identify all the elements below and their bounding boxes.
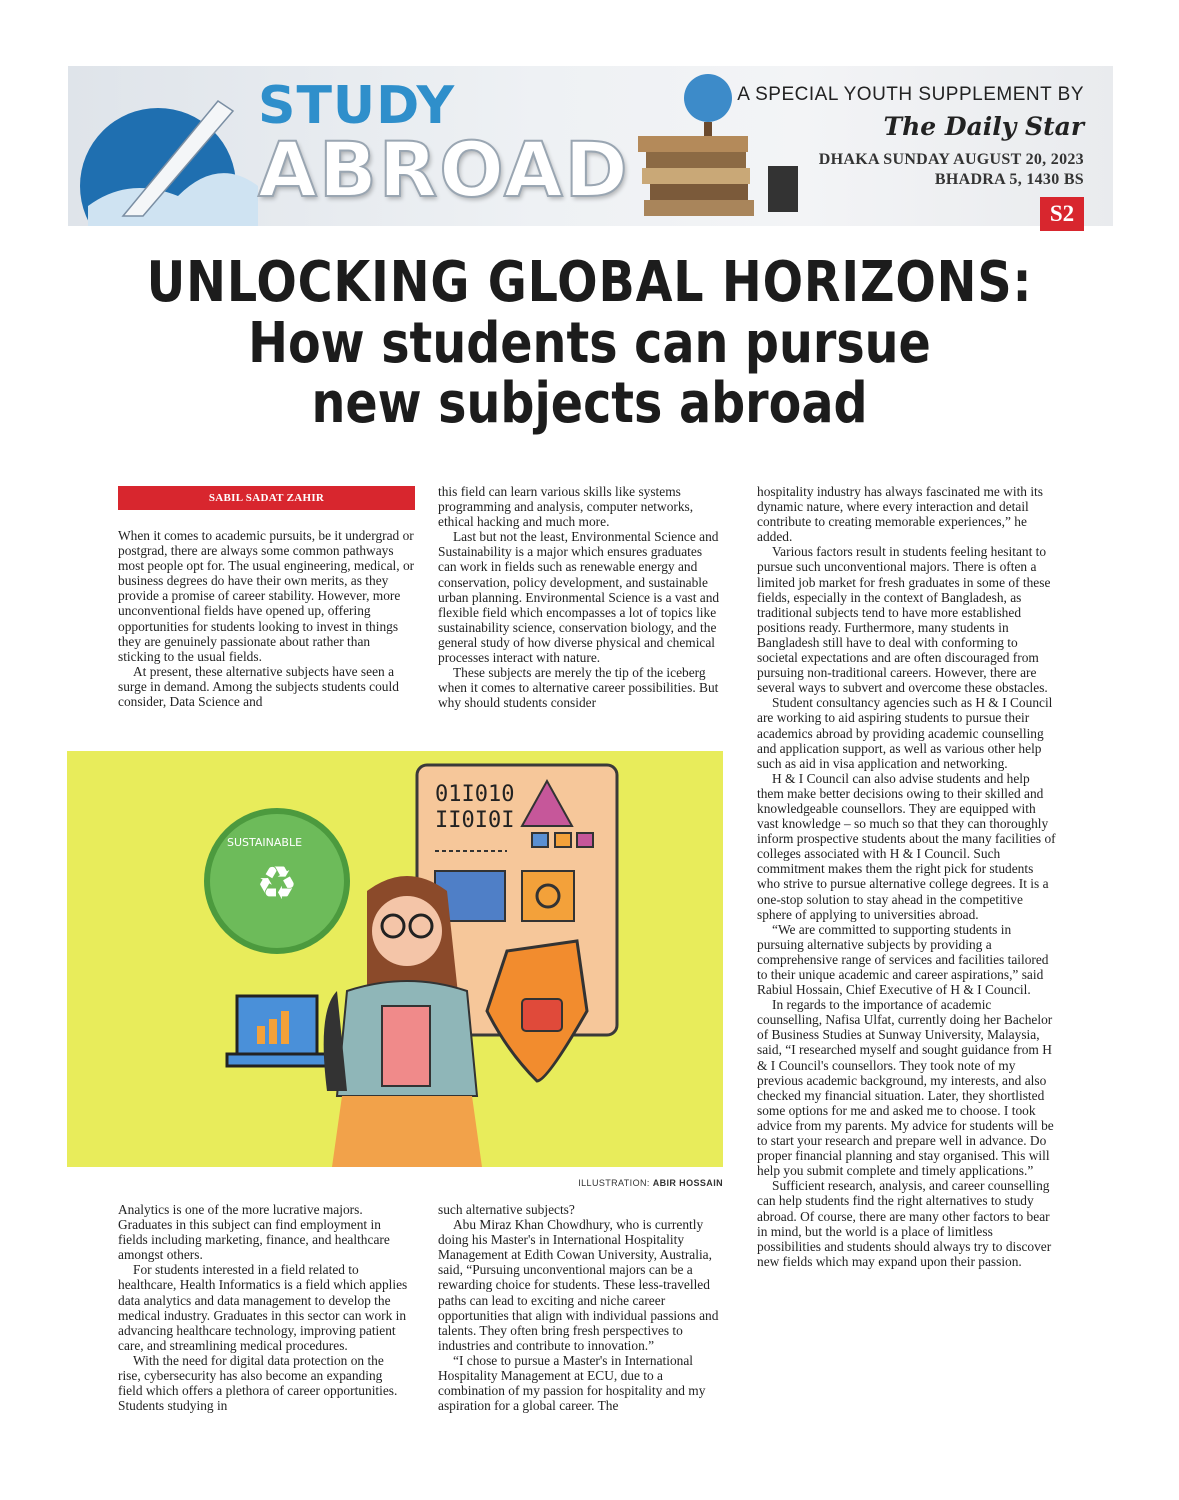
paragraph: In regards to the importance of academic counselling, Nafisa Ulfat, currently doing her Bachelor of Business Studies at Sunway University, Malaysia, said, “I researched myself and sought guidance from H & I Council's counsellors. They took note of my previous academic background, my interests, and also checked my financial situation. Later, they shortlisted some options for me and asked me to choose. I took advice from my parents. My advice for students will be to start your research and prepare well in advance. Do proper financial planning and stay organised. This will help you submit complete and timely applications.”	[757, 997, 1054, 1179]
binary-text-1: 01I010	[435, 782, 515, 807]
column-3	[757, 484, 1057, 1269]
paragraph: These subjects are merely the tip of the iceberg when it comes to alternative career possibilities. But why should students consider	[438, 665, 719, 711]
binary-text-2: II0I0I	[435, 808, 515, 833]
column-2-top	[438, 484, 723, 710]
student-skirt	[332, 1096, 482, 1167]
section-title-study: STUDY	[258, 76, 456, 136]
desk-globe-icon	[684, 74, 732, 122]
issue-date-line: DHAKA SUNDAY AUGUST 20, 2023	[818, 151, 1084, 168]
paragraph: For students interested in a field related to healthcare, Health Informatics is a field which applies data analytics and data management to develop the medical industry. Graduates in this sector can work in advancing healthcare technology, improving patient care, and streamlining medical procedures.	[118, 1262, 408, 1353]
column-1-bottom	[118, 1202, 408, 1413]
issue-date	[819, 150, 1084, 190]
sustainable-badge-text: SUSTAINABLE	[227, 836, 303, 849]
pencil-cup-icon	[768, 166, 798, 212]
paragraph: hospitality industry has always fascinated me with its dynamic nature, where every interaction and detail contribute to creating memorable experiences,” he added.	[757, 484, 1043, 545]
credit-name: ABIR HOSSAIN	[652, 1178, 723, 1188]
paragraph: H & I Council can also advise students and help them make better decisions owing to their skilled and knowledgeable counsellors. They are equipped with vast knowledge – so much so that they can thoroughly inform prospective students about the many facilities of colleges associated with H & I Council. Such commitment makes them the right pick for students who strive to pursue alternative college degrees. It is a one-stop solution to stay ahead in the competitive sphere of applying to universities abroad.	[757, 770, 1056, 922]
author-byline: SABIL SADAT ZAHIR	[118, 486, 415, 510]
illustration-artwork	[67, 751, 723, 1167]
book-icon	[382, 1006, 430, 1086]
paragraph: Various factors result in students feeling hesitant to pursue such unconventional majors. There is often a limited job market for fresh graduates in some of these fields, especially in the context of Bangladesh, as traditional subjects tend to have more established positions ready. Furthermore, many students in Bangladesh still have to deal with conforming to societal expectations and are often discouraged from pursuing non-traditional careers. However, there are several ways to subvert and overcome these obstacles.	[757, 544, 1051, 696]
padlock-icon	[522, 999, 562, 1031]
paragraph: “We are committed to supporting students in pursuing alternative subjects by providing a comprehensive range of services and facilities tailored to their unique academic and career aspirations,” said Rabiul Hossain, Chief Executive of H & I Council.	[757, 921, 1049, 998]
paragraph: With the need for digital data protection on the rise, cybersecurity has also become an expanding field which offers a plethora of career opportunities. Students studying in	[118, 1352, 398, 1414]
issue-bengali-date-line: BHADRA 5, 1430 BS	[934, 171, 1084, 188]
paragraph: Sufficient research, analysis, and career counselling can help students find the right alternatives to study abroad. Of course, there are many other factors to bear in mind, but the world is a place of limitless possibilities and students should always try to discover new fields which may expand upon their passion.	[757, 1178, 1052, 1269]
paragraph: this field can learn various skills like systems programming and analysis, computer networks, ethical hacking and much more.	[438, 484, 694, 530]
recycle-icon: ♻	[256, 856, 298, 910]
paragraph: Abu Miraz Khan Chowdhury, who is currently doing his Master's in International Hospitality Management at Edith Cowan University, Australia, said, “Pursuing unconventional majors can be a rewarding choice for students. These less-travelled paths can lead to exciting and niche career opportunities that align with individual passions and talents. They often bring fresh perspectives to industries and contribute to innovation.”	[438, 1217, 719, 1353]
section-title-abroad: ABROAD	[258, 125, 630, 214]
gear-icon	[522, 871, 574, 921]
paragraph: Last but not the least, Environmental Science and Sustainability is a major which ensures graduates can work in fields such as renewable energy and conservation, policy development, and sustainable urban planning. Environmental Science is a vast and flexible field which encompasses a lot of topics like sustainability science, conservation biology, and the general study of how diverse physical and chemical processes interact with nature.	[438, 529, 720, 666]
paragraph: such alternative subjects?	[438, 1202, 575, 1217]
headline-line-3: new subjects abroad	[311, 371, 868, 436]
supplement-label: A SPECIAL YOUTH SUPPLEMENT BY	[737, 84, 1084, 105]
paragraph: When it comes to academic pursuits, be it undergrad or postgrad, there are always some common pathways most people opt for. The usual engineering, medical, or business degrees do have their own merits, as they provide a promise of career stability. However, more unconventional fields have opened up, offering opportunities for students looking to invest in things they are genuinely passionate about rather than sticking to the usual fields.	[118, 528, 415, 664]
article-illustration	[67, 751, 723, 1167]
column-1-top	[118, 528, 415, 709]
paragraph: Analytics is one of the more lucrative majors. Graduates in this subject can find employment in fields including marketing, finance, and healthcare amongst others.	[118, 1202, 390, 1263]
illustration-credit	[560, 1178, 723, 1188]
credit-label: ILLUSTRATION:	[578, 1178, 650, 1188]
newspaper-logo: The Daily Star	[883, 112, 1084, 141]
paragraph: Student consultancy agencies such as H & I Council are working to aid aspiring students to pursue their academics abroad by providing academic counselling and application support, as well as various other help such as aid in visa application and networking.	[757, 695, 1053, 771]
books-stack-icon	[638, 136, 754, 216]
paragraph: “I chose to pursue a Master's in International Hospitality Management at ECU, due to a combination of my passion for hospitality and my aspiration for a global career. The	[438, 1352, 706, 1414]
headline-line-1: UNLOCKING GLOBAL HORIZONS:	[146, 250, 1033, 315]
column-2-bottom	[438, 1202, 723, 1413]
page-number-badge: S2	[1040, 197, 1084, 231]
paragraph: At present, these alternative subjects have seen a surge in demand. Among the subjects students could consider, Data Science and	[118, 663, 399, 710]
headline-line-2: How students can pursue	[248, 311, 931, 376]
article-headline	[0, 252, 1179, 434]
